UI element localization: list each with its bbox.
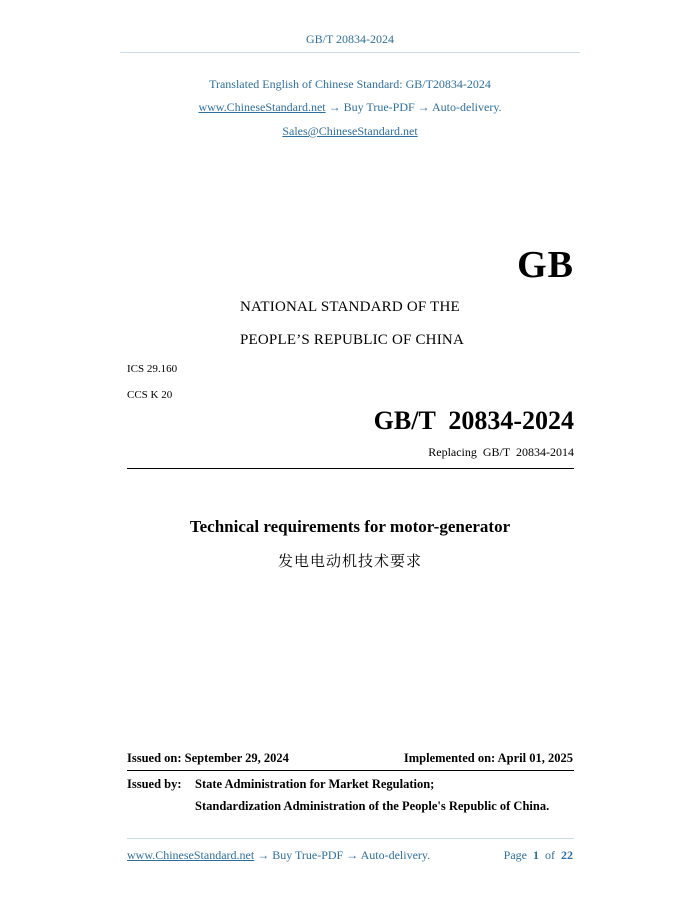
buy-text: Buy True-PDF (343, 100, 415, 114)
page-indicator (504, 848, 573, 863)
arrow-icon: → (346, 848, 359, 862)
footer-site-link[interactable]: www.ChineseStandard.net (127, 848, 255, 862)
implemented-on-date: Implemented on: April 01, 2025 (403, 751, 573, 765)
title-divider (127, 468, 574, 469)
arrow-icon: → (257, 848, 270, 862)
site-link[interactable]: www.ChineseStandard.net (198, 100, 326, 114)
page-total: 22 (561, 848, 573, 862)
header-divider (120, 52, 580, 53)
footer-buy-text: Buy True-PDF (272, 848, 344, 862)
issuer-1: State Administration for Market Regulation; (195, 777, 435, 791)
issued-on-date: Issued on: September 29, 2024 (127, 751, 289, 765)
page-label: Page (503, 848, 527, 862)
standard-number: GB/T 20834-2024 (373, 406, 574, 435)
delivery-text: Auto-delivery. (432, 100, 502, 114)
page-of: of (545, 848, 555, 862)
email-line (0, 124, 700, 139)
email-link[interactable]: Sales@ChineseStandard.net (282, 124, 418, 138)
document-title-zh: 发电电动机技术要求 (277, 552, 422, 570)
footer-promo (127, 848, 430, 863)
footer-delivery-text: Auto-delivery. (360, 848, 431, 862)
gb-mark: GB (517, 244, 574, 286)
arrow-icon: → (328, 100, 341, 114)
national-standard-line-1: NATIONAL STANDARD OF THE (240, 299, 460, 315)
ccs-code: CCS K 20 (127, 389, 173, 401)
promo-line (0, 100, 700, 115)
page-current: 1 (533, 848, 539, 862)
ics-code: ICS 29.160 (127, 363, 178, 375)
issuer-2: Standardization Administration of the People's Republic of China. (195, 799, 550, 813)
translation-notice: Translated English of Chinese Standard: GB/T20834-2024 (209, 77, 491, 91)
issued-by-label: Issued by: (127, 777, 182, 791)
national-standard-line-2: PEOPLE’S REPUBLIC OF CHINA (240, 332, 464, 348)
replacing-note: Replacing GB/T 20834-2014 (428, 445, 574, 459)
running-header-title: GB/T 20834-2024 (305, 32, 395, 46)
issuance-divider (127, 770, 574, 771)
arrow-icon: → (417, 100, 430, 114)
footer-divider (127, 838, 574, 839)
document-title-en: Technical requirements for motor-generator (189, 517, 511, 536)
